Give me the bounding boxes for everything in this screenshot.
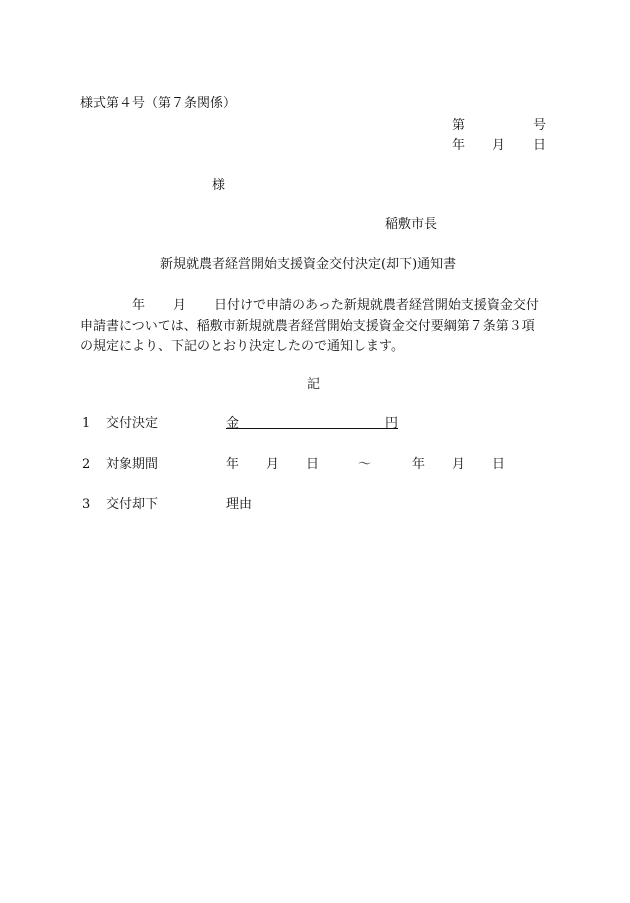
item-3-reason: 理由 bbox=[226, 497, 253, 512]
item-2-from-month: 月 bbox=[266, 457, 280, 472]
item-1-number: 1 bbox=[82, 416, 91, 431]
item-2-to-day: 日 bbox=[492, 457, 506, 472]
body-line3: の規定により、下記のとおり決定したので通知します。 bbox=[80, 339, 404, 354]
item-2-to-year: 年 bbox=[412, 457, 426, 472]
body-year: 年 bbox=[132, 298, 146, 313]
item-1-amount-suffix: 円 bbox=[385, 416, 399, 431]
item-1-amount-underline bbox=[226, 428, 398, 429]
item-2-from-year: 年 bbox=[226, 457, 240, 472]
body-month: 月 bbox=[173, 298, 187, 313]
ki-heading: 記 bbox=[307, 377, 321, 392]
doc-number-prefix: 第 bbox=[452, 118, 466, 133]
body-line2: 申請書については、稲敷市新規就農者経営開始支援資金交付要綱第７条第３項 bbox=[80, 318, 535, 334]
form-number: 様式第４号（第７条関係） bbox=[80, 96, 237, 111]
item-2-number: 2 bbox=[82, 457, 91, 472]
issuer: 稲敷市長 bbox=[385, 217, 438, 232]
date-day: 日 bbox=[533, 138, 547, 153]
item-3-label: 交付却下 bbox=[106, 497, 159, 512]
item-2-from-day: 日 bbox=[306, 457, 320, 472]
body-line1-rest: 日付けで申請のあった新規就農者経営開始支援資金交付 bbox=[214, 298, 539, 313]
document-title: 新規就農者経営開始支援資金交付決定(却下)通知書 bbox=[160, 257, 457, 272]
item-1-amount-prefix: 金 bbox=[226, 416, 240, 431]
date-year: 年 bbox=[452, 138, 466, 153]
addressee-suffix: 様 bbox=[212, 178, 226, 193]
item-1-label: 交付決定 bbox=[106, 416, 159, 431]
doc-number-suffix: 号 bbox=[533, 118, 547, 133]
item-2-label: 対象期間 bbox=[106, 457, 159, 472]
body-paragraph bbox=[80, 296, 560, 358]
item-2-to-month: 月 bbox=[452, 457, 466, 472]
item-2-tilde: ～ bbox=[358, 457, 372, 472]
item-3-number: 3 bbox=[82, 497, 91, 512]
date-month: 月 bbox=[492, 138, 506, 153]
